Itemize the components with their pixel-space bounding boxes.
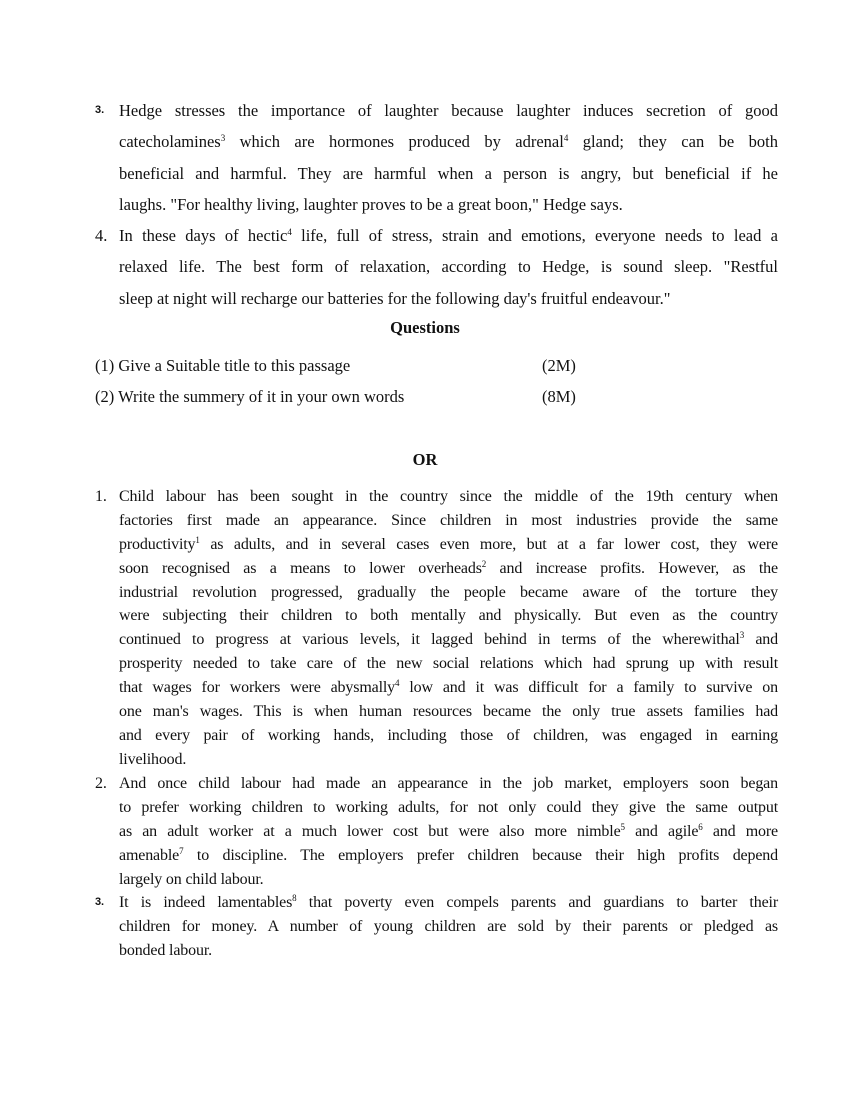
text-segment: Child labour has been sought in the country since the middle of the 19th century when bbox=[119, 488, 778, 505]
footnote-marker: 8 bbox=[292, 893, 297, 903]
text-line bbox=[119, 158, 778, 189]
footnote-marker: 4 bbox=[563, 133, 569, 144]
text-line bbox=[119, 581, 778, 605]
text-line bbox=[119, 844, 778, 868]
text-line bbox=[119, 820, 778, 844]
text-segment: laughs. "For healthy living, laughter proves to be a great boon," Hedge says. bbox=[119, 194, 623, 214]
footnote-marker: 6 bbox=[698, 821, 703, 832]
text-line bbox=[119, 700, 778, 724]
text-segment: productivity bbox=[119, 535, 196, 553]
text-segment: life, full of stress, strain and emotions, everyone needs to lead a bbox=[291, 226, 778, 245]
text-segment: Hedge stresses the importance of laughter because laughter induces secretion of good bbox=[119, 101, 778, 120]
text-segment: soon recognised as a means to lower overheads bbox=[119, 559, 482, 577]
footnote-marker: 4 bbox=[395, 678, 400, 689]
questions-heading: Questions bbox=[390, 318, 460, 337]
footnote-marker: 3 bbox=[739, 630, 745, 641]
text-line bbox=[119, 604, 778, 628]
numbered-paragraph bbox=[95, 485, 778, 772]
text-segment: and bbox=[744, 631, 778, 649]
text-segment: to prefer working children to working adults, for not only could they give the same output bbox=[119, 798, 778, 816]
text-segment: And once child labour had made an appearance in the job market, employers soon began bbox=[119, 775, 778, 792]
text-line bbox=[119, 283, 778, 314]
footnote-marker: 7 bbox=[179, 845, 184, 856]
text-segment: livelihood. bbox=[119, 750, 187, 768]
paragraph-number: 1. bbox=[95, 488, 107, 505]
text-line bbox=[119, 220, 778, 251]
text-line bbox=[119, 628, 778, 652]
text-segment: which are hormones produced by adrenal bbox=[225, 132, 564, 152]
text-segment: gland; they can be both bbox=[568, 132, 778, 152]
text-segment: that wages for workers were abysmally bbox=[119, 679, 396, 697]
paragraph-number: 2. bbox=[95, 775, 107, 792]
text-segment: industrial revolution progressed, gradually the people became aware of the torture they bbox=[119, 583, 778, 601]
footnote-marker: 4 bbox=[287, 227, 292, 237]
text-line bbox=[119, 915, 778, 939]
text-line bbox=[119, 126, 778, 157]
text-segment: largely on child labour. bbox=[119, 870, 264, 888]
numbered-paragraph bbox=[95, 95, 778, 220]
paragraph-number: 3. bbox=[95, 896, 104, 908]
text-segment: catecholamines bbox=[119, 132, 221, 152]
text-line bbox=[119, 189, 778, 220]
or-heading: OR bbox=[412, 450, 438, 469]
question-1: (1) Give a Suitable title to this passage bbox=[95, 356, 351, 375]
text-segment: to discipline. The employers prefer children because their high profits depend bbox=[183, 846, 778, 864]
text-segment: prosperity needed to take care of the new social relations which had sprung up with result bbox=[119, 655, 778, 673]
footnote-marker: 2 bbox=[481, 558, 487, 569]
numbered-paragraph bbox=[95, 772, 778, 891]
question-1-marks: (2M) bbox=[542, 356, 576, 375]
text-line bbox=[119, 891, 778, 915]
footnote-marker: 3 bbox=[220, 133, 226, 144]
text-segment: were subjecting their children to both mentally and physically. But even as the country bbox=[119, 607, 778, 625]
text-line bbox=[119, 485, 778, 509]
text-segment: relaxed life. The best form of relaxation, according to Hedge, is sound sleep. "Restful bbox=[119, 257, 778, 277]
numbered-paragraph bbox=[95, 891, 778, 963]
text-segment: bonded labour. bbox=[119, 941, 212, 959]
text-line bbox=[119, 676, 778, 700]
question-2: (2) Write the summery of it in your own words bbox=[95, 387, 405, 406]
text-line bbox=[119, 772, 778, 796]
text-line bbox=[119, 509, 778, 533]
text-line bbox=[119, 796, 778, 820]
text-line bbox=[119, 868, 778, 892]
text-line bbox=[119, 251, 778, 282]
text-segment: that poverty even compels parents and guardians to barter their bbox=[296, 894, 778, 911]
paragraph-number: 3. bbox=[95, 104, 105, 116]
footnote-marker: 1 bbox=[195, 534, 200, 545]
text-segment: children for money. A number of young children are sold by their parents or pledged as bbox=[119, 917, 778, 935]
text-segment: sleep at night will recharge our batteries for the following day's fruitful endeavour." bbox=[119, 288, 671, 308]
text-line bbox=[119, 557, 778, 581]
text-line bbox=[119, 939, 778, 963]
text-line bbox=[119, 95, 778, 126]
text-line bbox=[119, 748, 778, 772]
question-2-marks: (8M) bbox=[542, 387, 576, 406]
text-segment: beneficial and harmful. They are harmful when a person is angry, but beneficial if he bbox=[119, 163, 778, 183]
text-line bbox=[119, 533, 778, 557]
text-segment: It is indeed lamentables bbox=[119, 894, 293, 911]
text-segment: and more bbox=[702, 822, 778, 840]
text-segment: factories first made an appearance. Since children in most industries provide the same bbox=[119, 511, 778, 529]
text-segment: and increase profits. However, as the bbox=[486, 559, 778, 577]
text-line bbox=[119, 652, 778, 676]
text-line bbox=[119, 724, 778, 748]
text-segment: continued to progress at various levels, it lagged behind in terms of the wherewithal bbox=[119, 631, 740, 649]
footnote-marker: 5 bbox=[620, 821, 625, 832]
text-segment: In these days of hectic bbox=[119, 226, 288, 245]
text-segment: low and it was difficult for a family to survive on bbox=[399, 679, 778, 697]
paragraph-number: 4. bbox=[95, 226, 108, 245]
text-segment: one man's wages. This is when human resources became the only true assets families had bbox=[119, 703, 778, 721]
text-segment: amenable bbox=[119, 846, 180, 864]
text-segment: and agile bbox=[624, 822, 699, 840]
numbered-paragraph bbox=[95, 220, 778, 314]
text-segment: as adults, and in several cases even more, but at a far lower cost, they were bbox=[199, 535, 778, 553]
text-segment: as an adult worker at a much lower cost but were also more nimble bbox=[119, 822, 621, 840]
text-segment: and every pair of working hands, including those of children, was engaged in earning bbox=[119, 726, 778, 744]
